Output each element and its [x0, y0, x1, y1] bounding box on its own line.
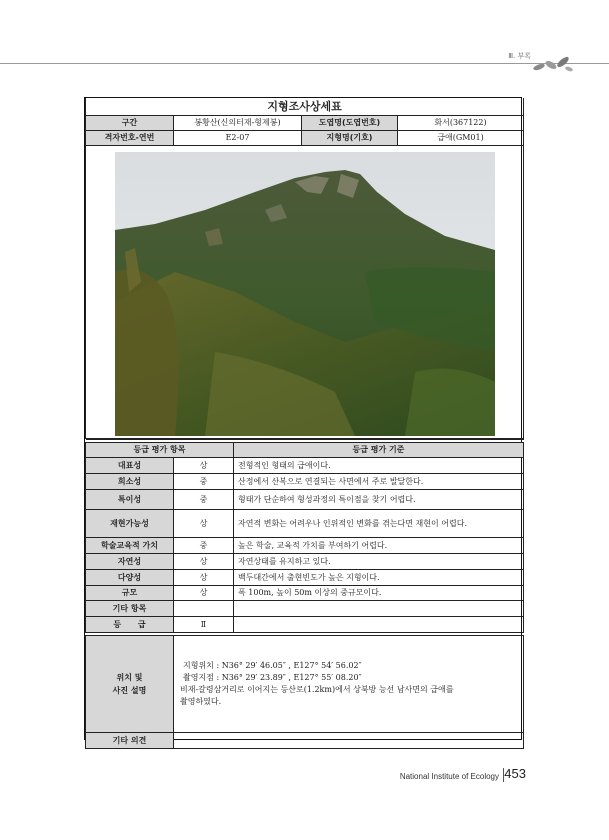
grid-value: E2-07 [174, 131, 302, 146]
eval-grade: 중 [174, 538, 234, 554]
eval-grade: 중 [174, 490, 234, 510]
eval-name: 자연성 [86, 554, 174, 570]
eval-name: 대표성 [86, 458, 174, 474]
leaf-ornament-icon [531, 53, 575, 75]
location-label [86, 636, 174, 733]
feature-coordinates: 지형위치 : N36° 29′ 46.05″ , E127° 54′ 56.02″ [183, 661, 362, 670]
grade-label: 등 급 [86, 617, 174, 633]
map-value: 화서(367122) [398, 116, 524, 131]
eval-name: 희소성 [86, 474, 174, 490]
eval-desc: 높은 학술, 교육적 가치를 부여하기 어렵다. [234, 538, 524, 554]
other-opinion-value [174, 733, 524, 749]
eval-desc [234, 601, 524, 617]
eval-name: 기타 항목 [86, 601, 174, 617]
eval-grade: 상 [174, 570, 234, 586]
eval-desc: 형태가 단순하여 형성과정의 특이점을 찾기 어렵다. [234, 490, 524, 510]
info-table [85, 98, 524, 439]
section-label: 구간 [86, 116, 174, 131]
section-value: 봉황산(신의터재-형제봉) [174, 116, 302, 131]
eval-name: 재현가능성 [86, 510, 174, 538]
location-label-line2: 사진 설명 [112, 686, 147, 695]
eval-desc: 자연상태를 유지하고 있다. [234, 554, 524, 570]
landform-label: 지형명(기호) [302, 131, 398, 146]
eval-grade: 상 [174, 458, 234, 474]
photo-description: 비재-갈령삼거리로 이어지는 등산로(1.2km)에서 상북방 능선 남사면의 급애를 [180, 685, 454, 694]
landform-value: 급애(GM01) [398, 131, 524, 146]
eval-grade [174, 601, 234, 617]
eval-grade: 상 [174, 510, 234, 538]
survey-detail-card [84, 97, 522, 745]
eval-desc: 폭 100m, 높이 50m 이상의 중규모이다. [234, 586, 524, 601]
header-section: Ⅲ. 부록 [508, 52, 531, 60]
eval-desc [234, 617, 524, 633]
footer-org: National Institute of Ecology [399, 772, 499, 781]
eval-name: 다양성 [86, 570, 174, 586]
location-label-line1: 위치 및 [116, 673, 143, 682]
evaluation-table [85, 439, 524, 749]
eval-name: 특이성 [86, 490, 174, 510]
final-grade: Ⅱ [174, 617, 234, 633]
eval-desc: 산정에서 산복으로 연결되는 사면에서 주로 발달한다. [234, 474, 524, 490]
eval-grade: 상 [174, 554, 234, 570]
photo-coordinates: 촬영지점 : N36° 29′ 23.89″ , E127° 55′ 08.20″ [183, 673, 362, 682]
landform-photo [115, 152, 495, 436]
eval-desc: 백두대간에서 출현빈도가 높은 지형이다. [234, 570, 524, 586]
eval-item-header: 등급 평가 항목 [86, 443, 234, 458]
eval-criteria-header: 등급 평가 기준 [234, 443, 524, 458]
eval-name: 규모 [86, 586, 174, 601]
page-number: 453 [504, 766, 526, 781]
eval-grade: 상 [174, 586, 234, 601]
eval-name: 학술교육적 가치 [86, 538, 174, 554]
location-description [174, 636, 524, 733]
map-label: 도엽명(도엽번호) [302, 116, 398, 131]
photo-description-cont: 촬영하였다. [180, 697, 222, 706]
header-rule [0, 63, 609, 64]
table-title: 지형조사상세표 [86, 98, 524, 116]
grid-label: 격자번호-연번 [86, 131, 174, 146]
eval-desc: 자연적 변화는 어려우나 인위적인 변화를 겪는다면 재현이 어렵다. [234, 510, 524, 538]
eval-grade: 중 [174, 474, 234, 490]
photo-cell [86, 146, 524, 439]
other-opinion-label: 기타 의견 [86, 733, 174, 749]
eval-desc: 전형적인 형태의 급애이다. [234, 458, 524, 474]
